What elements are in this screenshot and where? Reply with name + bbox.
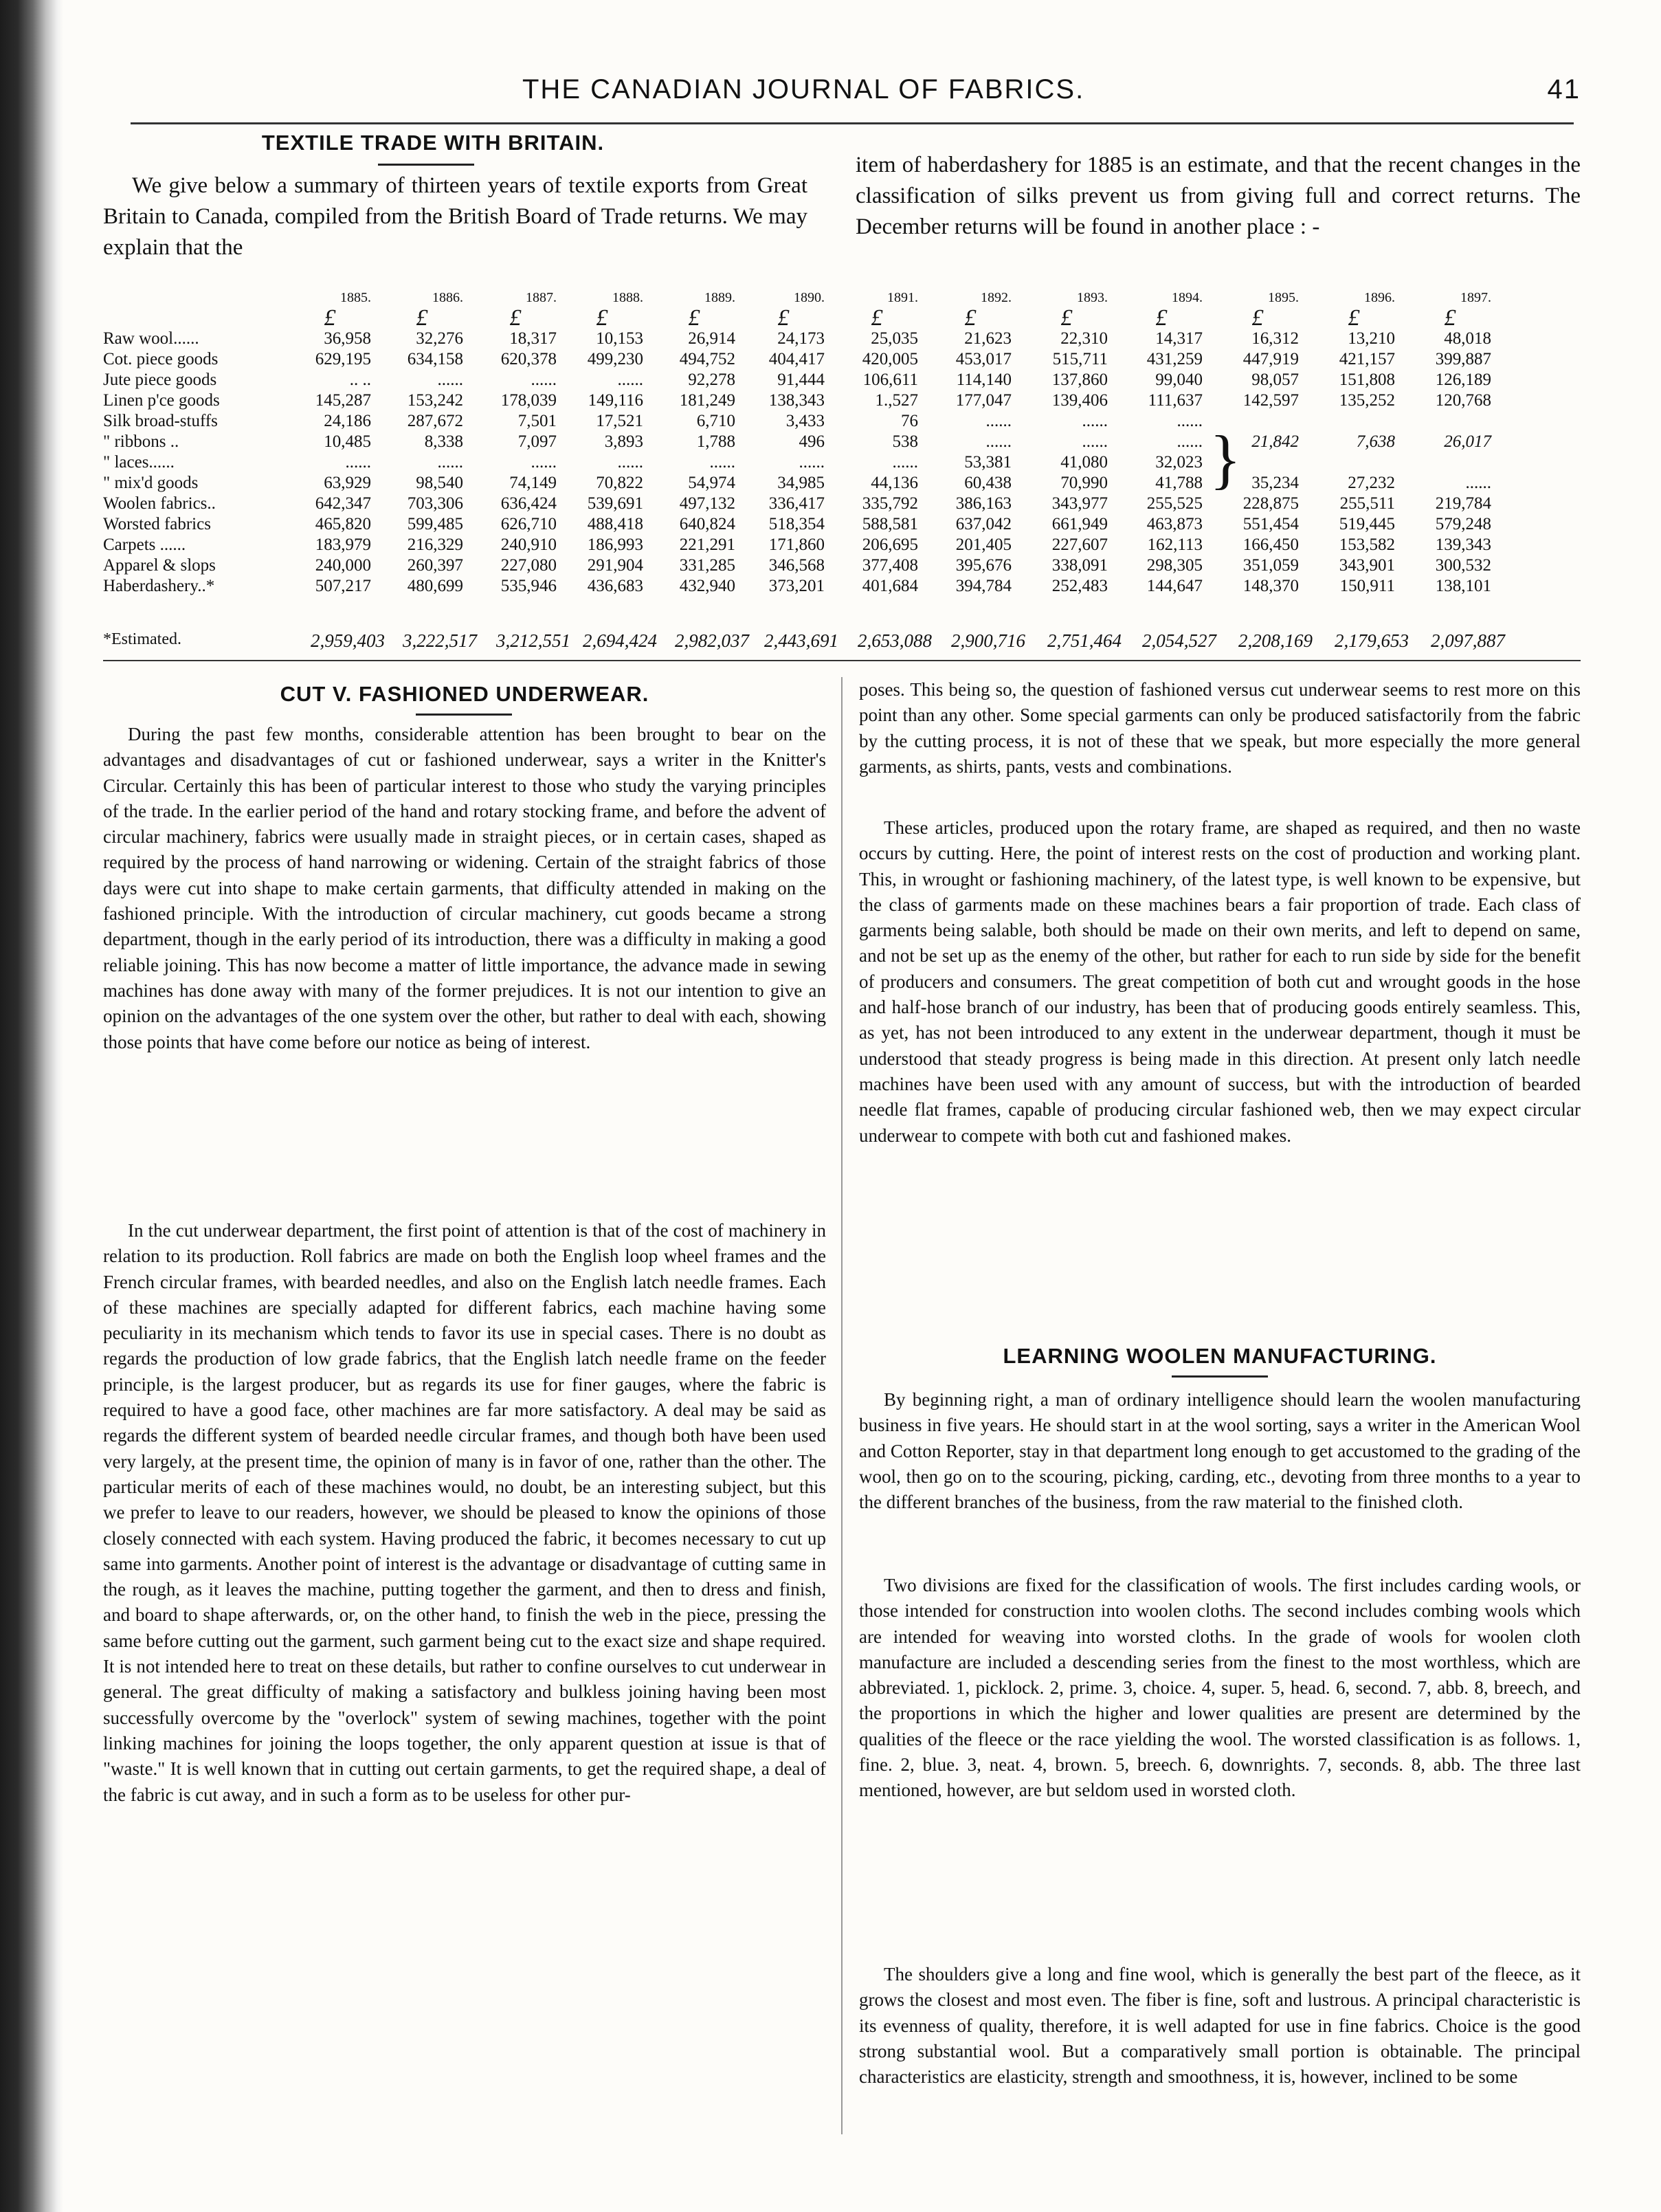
table-cell: 135,252	[1339, 391, 1395, 410]
table-cell: 496	[799, 432, 825, 451]
year-header: 1889.	[704, 290, 735, 305]
journal-page	[103, 0, 1581, 2212]
table-cell: 227,607	[1051, 535, 1108, 554]
table-cell: ......	[1082, 432, 1108, 451]
underwear-paragraph: During the past few months, considerable attention has been brought to bear on the advantages and disadvantages of cut or fashioned underwear, says a writer in the Knitter's Circular. Certainly this has been of particular interest to those who study the varying principles of the trade. In the earlier period of the hand and rotary stocking frame, and before the advent of circular machinery, fabrics were usually made in straight pieces, or in certain cases, shaped as required by the process of hand narrowing or widening. Certain of the straight fabrics of those days were cut into shape to make certain garments, that difficulty attended in making on the fashioned principle. With the introduction of circular machinery, cut goods became a strong department, though in the early period of its introduction, there was a difficulty in making a good reliable joining. This has now become a matter of little importance, the advance made in sewing machines has done away with many of the former prejudices. It is not our intention to give an opinion on the advantages of the one system over the other, but rather to deal with each, showing those points that have come before our notice as being of interest.	[103, 724, 826, 1052]
table-cell: 6,710	[696, 412, 735, 430]
currency-symbol: £	[1444, 305, 1456, 331]
table-cell: 36,958	[324, 329, 371, 348]
table-cell: 32,276	[416, 329, 463, 348]
table-cell: 351,059	[1242, 556, 1299, 575]
silk-combined-value: 21,842	[1251, 432, 1299, 451]
table-cell: 138,101	[1435, 577, 1491, 595]
table-cell: 153,582	[1339, 535, 1395, 554]
year-header: 1891.	[887, 290, 918, 305]
table-cell: 436,683	[587, 577, 643, 595]
table-cell: 634,158	[407, 350, 463, 368]
total-cell: 2,959,403	[311, 630, 385, 651]
table-cell: 221,291	[679, 535, 735, 554]
table-cell: 499,230	[587, 350, 643, 368]
table-cell: 21,623	[964, 329, 1012, 348]
currency-symbol: £	[1060, 305, 1073, 331]
table-cell: 447,919	[1242, 350, 1299, 368]
table-cell: 300,532	[1435, 556, 1491, 575]
row-label: Apparel & slops	[103, 556, 216, 575]
table-cell: 287,672	[407, 412, 463, 430]
table-row	[103, 555, 1581, 576]
table-cell: 183,979	[315, 535, 371, 554]
table-cell: 139,343	[1435, 535, 1491, 554]
table-cell: 431,259	[1146, 350, 1203, 368]
table-cell: 151,808	[1339, 370, 1395, 389]
table-cell: 291,904	[587, 556, 643, 575]
row-label: Woolen fabrics..	[103, 494, 216, 513]
year-header: 1896.	[1364, 290, 1395, 305]
table-cell: 18,317	[509, 329, 557, 348]
table-row	[103, 473, 1581, 494]
table-cell: 599,485	[407, 515, 463, 533]
table-cell: 24,173	[777, 329, 825, 348]
table-cell: 114,140	[956, 370, 1012, 389]
underwear-paragraph: These articles, produced upon the rotary frame, are shaped as required, and then no waste occurs by cutting. Here, the point of interest rests on the cost of production and working plant. This, in wrought or fashioning machinery, of the latest type, is well known to be expensive, but the class of garments made on these machines bears a fair proportion of trade. Each class of garments being salable, both should be made on their own merits, and left to depend on same, and not be set up as the enemy of the other, but rather for each to run side by side for the benefit of producers and consumers. The great competition of both cut and wrought goods in the hose and half-hose branch of our industry, has been that of producing goods entirely seamless. This, as yet, has not been introduced to any extent in the underwear department, though it must be understood that steady progress is being made in this direction. At present only latch needle machines have been used with any amount of success, but with the introduction of bearded needle flat frames, capable of producing circular fashioned web, then we may expect circular underwear to compete with both cut and fashioned makes.	[859, 817, 1581, 1146]
table-cell: 420,005	[862, 350, 918, 368]
table-cell: 399,887	[1435, 350, 1491, 368]
table-cell: 178,039	[500, 391, 557, 410]
table-cell: 519,445	[1339, 515, 1395, 533]
table-cell: 63,929	[324, 474, 371, 492]
table-cell: 421,157	[1339, 350, 1395, 368]
currency-symbol: £	[1348, 305, 1360, 331]
total-cell: 2,208,169	[1238, 630, 1313, 651]
trade-heading: TEXTILE TRADE WITH BRITAIN.	[261, 131, 605, 155]
table-cell: 91,444	[777, 370, 825, 389]
table-cell: 703,306	[407, 494, 463, 513]
total-cell: 2,443,691	[764, 630, 838, 651]
currency-symbol: £	[871, 305, 883, 331]
table-row	[103, 349, 1581, 370]
table-row	[103, 411, 1581, 432]
table-cell: ......	[437, 453, 463, 472]
table-cell: 252,483	[1051, 577, 1108, 595]
estimated-note: *Estimated.	[103, 630, 181, 648]
table-cell: 404,417	[768, 350, 825, 368]
table-cell: 53,381	[964, 453, 1012, 472]
underwear-heading: CUT V. FASHIONED UNDERWEAR.	[280, 682, 649, 706]
table-cell: 7,501	[517, 412, 557, 430]
table-cell: ......	[437, 370, 463, 389]
total-cell: 2,179,653	[1335, 630, 1409, 651]
table-cell: 41,788	[1155, 474, 1203, 492]
table-cell: ......	[1082, 412, 1108, 430]
table-cell: 629,195	[315, 350, 371, 368]
total-cell: 2,097,887	[1431, 630, 1505, 651]
table-cell: 98,540	[416, 474, 463, 492]
table-cell: ......	[531, 453, 557, 472]
table-cell: 395,676	[955, 556, 1012, 575]
table-cell: 32,023	[1155, 453, 1203, 472]
table-cell: 539,691	[587, 494, 643, 513]
table-cell: 16,312	[1251, 329, 1299, 348]
table-cell: 463,873	[1146, 515, 1203, 533]
year-header: 1886.	[432, 290, 463, 305]
table-cell: 465,820	[315, 515, 371, 533]
row-label: Carpets ......	[103, 535, 186, 554]
table-cell: 8,338	[424, 432, 463, 451]
table-cell: 640,824	[679, 515, 735, 533]
table-cell: 346,568	[768, 556, 825, 575]
table-cell: 145,287	[315, 391, 371, 410]
table-cell: 3,893	[604, 432, 643, 451]
table-cell: 588,581	[862, 515, 918, 533]
table-row	[103, 514, 1581, 535]
table-cell: 54,974	[688, 474, 735, 492]
heading-rule	[1172, 1375, 1268, 1378]
column-divider	[841, 677, 843, 2134]
table-cell: ......	[1177, 412, 1203, 430]
table-cell: 377,408	[862, 556, 918, 575]
year-header: 1890.	[794, 290, 825, 305]
table-cell: 98,057	[1251, 370, 1299, 389]
year-header: 1897.	[1460, 290, 1491, 305]
table-cell: 1,788	[696, 432, 735, 451]
table-cell: 240,910	[500, 535, 557, 554]
table-cell: 260,397	[407, 556, 463, 575]
table-bottom-rule	[103, 660, 1581, 661]
table-cell: 255,511	[1339, 494, 1395, 513]
table-cell: .. ..	[349, 370, 371, 389]
table-row	[103, 452, 1581, 473]
row-label: Haberdashery..*	[103, 577, 215, 595]
year-header: 1894.	[1172, 290, 1203, 305]
table-cell: 255,525	[1146, 494, 1203, 513]
table-cell: 480,699	[407, 577, 463, 595]
running-head	[103, 74, 1581, 109]
table-cell: 14,317	[1155, 329, 1203, 348]
table-cell: 138,343	[768, 391, 825, 410]
table-cell: ......	[617, 370, 643, 389]
table-cell: 206,695	[862, 535, 918, 554]
total-cell: 2,653,088	[858, 630, 932, 651]
underwear-paragraph: In the cut underwear department, the first point of attention is that of the cost of machinery in relation to its production. Roll fabrics are made on both the English loop wheel frames and the French circular frames, with bearded needles, and also on the English latch needle frames. Each of these machines are specially adapted for different fabrics, each machine having some peculiarity in its mechanism which tends to favor its use in special cases. There is no doubt as regards the production of low grade fabrics, that the English latch needle frame on the feeder principle, is the largest producer, but as regards its use for finer gauges, where the fabric is required to have a good face, other machines are far more satisfactory. A deal may be said as regards the different system of bearded needle circular frames, and though both have been used very largely, at the present time, the opinion of many is in favor of one, rather than the other. The particular merits of each of these machines would, no doubt, be an interesting subject, but this we prefer to leave to our readers, however, we should be pleased to know the opinions of those closely connected with each system. Having produced the fabric, it becomes necessary to cut up same into garments. Another point of interest is the advantage or disadvantage of cutting same in the rough, as it leaves the machine, putting together the garment, and then to dress and finish, and board to shape afterwards, or, on the other hand, to finish the web in the piece, pressing the same before cutting out the garment, such garment being cut to the exact size and shape required. It is not intended here to treat on these details, but rather to confine ourselves to cut underwear in general. The great difficulty of making a satisfactory and bulkless joining having been most successfully overcome by the "overlock" system of sewing machines, together with the point linking machines for joining the loops together, the only apparent question at issue is that of "waste." It is well known that in cutting out certain garments, to get the required shape, a deal of the fabric is cut away, and in such a form as to be useless for other pur-	[103, 1220, 826, 1805]
row-label: Jute piece goods	[103, 370, 217, 389]
table-cell: 538	[892, 432, 918, 451]
table-cell: 126,189	[1435, 370, 1491, 389]
table-cell: 162,113	[1147, 535, 1203, 554]
woolen-paragraph: The shoulders give a long and fine wool, which is generally the best part of the fleece, as it grows the closest and most even. The fiber is fine, soft and lustrous. A principal characteristic is its evenness of quality, therefore, it is well adapted for use in fine fabrics. Choice is the good strong substantial wool. But a comparatively small portion is obtainable. The principal characteristics are elasticity, strength and smoothness, it is, however, inclined to be some	[859, 1964, 1581, 2088]
table-cell: 636,424	[500, 494, 557, 513]
year-header: 1895.	[1268, 290, 1299, 305]
year-header: 1887.	[526, 290, 557, 305]
table-cell: 620,378	[500, 350, 557, 368]
table-cell: 144,647	[1146, 577, 1203, 595]
total-cell: 2,694,424	[583, 630, 657, 651]
table-cell: 343,977	[1051, 494, 1108, 513]
currency-symbol: £	[509, 305, 522, 331]
total-cell: 2,751,464	[1047, 630, 1122, 651]
table-cell: 74,149	[509, 474, 557, 492]
table-cell: 99,040	[1155, 370, 1203, 389]
table-cell: 394,784	[955, 577, 1012, 595]
silk-brace: }	[1209, 422, 1242, 496]
table-cell: ......	[985, 412, 1012, 430]
year-header: 1892.	[981, 290, 1012, 305]
table-cell: 149,116	[588, 391, 643, 410]
table-cell: 70,822	[596, 474, 643, 492]
table-cell: 177,047	[955, 391, 1012, 410]
table-cell: 137,860	[1051, 370, 1108, 389]
trade-intro-left: We give below a summary of thirteen years of textile exports from Great Britain to Canada, compiled from the British Board of Trade returns. We may explain that the	[103, 173, 807, 260]
table-cell: 432,940	[679, 577, 735, 595]
table-cell: 171,860	[768, 535, 825, 554]
currency-symbol: £	[1251, 305, 1264, 331]
table-cell: 111,637	[1148, 391, 1203, 410]
total-cell: 2,982,037	[675, 630, 749, 651]
table-cell: 661,949	[1051, 515, 1108, 533]
total-cell: 3,212,551	[496, 630, 570, 651]
table-row	[103, 494, 1581, 514]
table-cell: 7,097	[517, 432, 557, 451]
table-cell: 637,042	[955, 515, 1012, 533]
table-cell: 338,091	[1051, 556, 1108, 575]
table-cell: 579,248	[1435, 515, 1491, 533]
table-cell: 22,310	[1060, 329, 1108, 348]
total-cell: 3,222,517	[403, 630, 477, 651]
table-cell: 535,946	[500, 577, 557, 595]
table-cell: 219,784	[1435, 494, 1491, 513]
table-cell: 642,347	[315, 494, 371, 513]
table-cell: 25,035	[871, 329, 918, 348]
table-row	[103, 535, 1581, 555]
table-cell: 60,438	[964, 474, 1012, 492]
table-cell: 17,521	[596, 412, 643, 430]
table-cell: 139,406	[1051, 391, 1108, 410]
table-cell: 3,433	[785, 412, 825, 430]
table-cell: 386,163	[955, 494, 1012, 513]
total-cell: 2,900,716	[951, 630, 1025, 651]
table-cell: ......	[799, 453, 825, 472]
table-cell: 373,201	[768, 577, 825, 595]
year-header: 1893.	[1077, 290, 1108, 305]
table-cell: 227,080	[500, 556, 557, 575]
year-header: 1885.	[340, 290, 371, 305]
woolen-paragraph: By beginning right, a man of ordinary intelligence should learn the woolen manufacturing business in five years. He should start in at the wool sorting, says a writer in the American Wool and Cotton Reporter, stay in that department long enough to get accustomed to the grading of the wool, then go on to the scouring, picking, carding, etc., devoting from three months to a year to the different branches of the business, from the raw material to the finished cloth.	[859, 1389, 1581, 1513]
table-row	[103, 390, 1581, 411]
table-cell: 494,752	[679, 350, 735, 368]
table-cell: 401,684	[862, 577, 918, 595]
table-cell: ......	[531, 370, 557, 389]
table-cell: 120,768	[1435, 391, 1491, 410]
table-cell: 166,450	[1242, 535, 1299, 554]
table-cell: 150,911	[1339, 577, 1395, 595]
woolen-paragraph: Two divisions are fixed for the classification of wools. The first includes carding wools, or those intended for construction into woolen cloths. The second includes combing wools which are intended for weaving into worsted cloths. In the grade of wools for woolen cloth manufacture are included a descending series from the finest to the most worthless, which are abbreviated. 1, picklock. 2, prime. 3, choice. 4, super. 5, head. 6, second. 7, abb. 8, breech, and the proportions in which the higher and lower qualities are present are determined by the qualities of the fleece or the race yielding the wool. The worsted classification is as follows. 1, fine. 2, blue. 3, neat. 4, brown. 5, breech. 6, downrights. 7, seconds. 8, abb. The three last mentioned, however, are but seldom used in worsted cloth.	[859, 1575, 1581, 1801]
row-label: Silk broad-stuffs	[103, 412, 218, 430]
table-cell: 153,242	[407, 391, 463, 410]
table-cell: 335,792	[862, 494, 918, 513]
trade-totals-row	[103, 630, 1581, 652]
table-cell: 216,329	[407, 535, 463, 554]
table-cell: 331,285	[679, 556, 735, 575]
table-cell: 106,611	[862, 370, 918, 389]
table-cell: 148,370	[1242, 577, 1299, 595]
table-cell: 41,080	[1060, 453, 1108, 472]
table-cell: ......	[617, 453, 643, 472]
row-label: Worsted fabrics	[103, 515, 211, 533]
trade-table	[103, 287, 1581, 597]
table-cell: 1.,527	[875, 391, 918, 410]
table-cell: 336,417	[768, 494, 825, 513]
silk-combined-value: 7,638	[1356, 432, 1395, 451]
table-cell: 44,136	[871, 474, 918, 492]
table-cell: 453,017	[955, 350, 1012, 368]
currency-symbol: £	[777, 305, 790, 331]
table-cell: 240,000	[315, 556, 371, 575]
table-cell: 298,305	[1146, 556, 1203, 575]
table-cell: 343,901	[1339, 556, 1395, 575]
table-cell: 13,210	[1348, 329, 1395, 348]
row-label: Raw wool......	[103, 329, 199, 348]
table-cell: 488,418	[587, 515, 643, 533]
silk-combined-value: 26,017	[1444, 432, 1491, 451]
table-cell: 181,249	[679, 391, 735, 410]
table-cell: 507,217	[315, 577, 371, 595]
table-cell: 515,711	[1052, 350, 1108, 368]
currency-symbol: £	[964, 305, 977, 331]
heading-rule	[416, 714, 512, 716]
row-label: Linen p'ce goods	[103, 391, 220, 410]
header-rule	[131, 122, 1574, 124]
total-cell: 2,054,527	[1142, 630, 1216, 651]
table-cell: 92,278	[688, 370, 735, 389]
table-cell: 27,232	[1348, 474, 1395, 492]
row-label: " ribbons ..	[103, 432, 179, 451]
year-header: 1888.	[612, 290, 643, 305]
table-cell: 201,405	[955, 535, 1012, 554]
table-cell: 10,153	[596, 329, 643, 348]
currency-symbol: £	[688, 305, 700, 331]
heading-rule	[378, 164, 474, 166]
table-cell: 626,710	[500, 515, 557, 533]
woolen-heading: LEARNING WOOLEN MANUFACTURING.	[1003, 1344, 1437, 1368]
journal-title: THE CANADIAN JOURNAL OF FABRICS.	[522, 74, 1085, 104]
row-label: Cot. piece goods	[103, 350, 219, 368]
currency-symbol: £	[596, 305, 608, 331]
currency-symbol: £	[416, 305, 428, 331]
table-cell: 35,234	[1251, 474, 1299, 492]
table-cell: 228,875	[1242, 494, 1299, 513]
table-cell: 518,354	[768, 515, 825, 533]
page-number: 41	[1547, 74, 1581, 104]
table-cell: 186,993	[587, 535, 643, 554]
underwear-paragraph: poses. This being so, the question of fashioned versus cut underwear seems to rest more on this point than any other. Some special garments can only be produced satisfactorily from the fabric by the cutting process, it is not of these that we speak, but more especially the more general garments, as shirts, pants, vests and combinations.	[859, 679, 1581, 777]
table-row	[103, 329, 1581, 349]
row-label: " mix'd goods	[103, 474, 199, 492]
trade-intro-right: item of haberdashery for 1885 is an estimate, and that the recent changes in the classification of silks prevent us from giving full and correct returns. The December returns will be found in another place : -	[856, 153, 1581, 239]
table-cell: 34,985	[777, 474, 825, 492]
table-cell: 551,454	[1242, 515, 1299, 533]
row-label: " laces......	[103, 453, 175, 472]
table-currency-row	[103, 305, 1581, 331]
table-cell: 24,186	[324, 412, 371, 430]
currency-symbol: £	[324, 305, 336, 331]
table-cell: ......	[709, 453, 735, 472]
binding-edge	[0, 0, 63, 2212]
table-cell: 48,018	[1444, 329, 1491, 348]
table-cell: 26,914	[688, 329, 735, 348]
table-cell: ......	[345, 453, 371, 472]
table-cell: ......	[1177, 432, 1203, 451]
table-cell: 142,597	[1242, 391, 1299, 410]
table-cell: ......	[892, 453, 918, 472]
table-row	[103, 576, 1581, 597]
table-cell: 70,990	[1060, 474, 1108, 492]
table-cell: ......	[985, 432, 1012, 451]
currency-symbol: £	[1155, 305, 1168, 331]
table-cell: 76	[901, 412, 918, 430]
table-cell: ......	[1465, 474, 1491, 492]
table-cell: 497,132	[679, 494, 735, 513]
table-cell: 10,485	[324, 432, 371, 451]
table-row	[103, 370, 1581, 390]
